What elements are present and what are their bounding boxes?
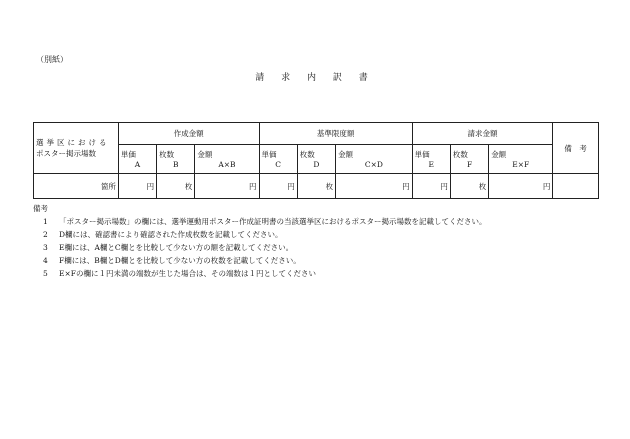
group-header-production: 作成金額 xyxy=(118,123,259,145)
table-header-row xyxy=(34,123,599,145)
cell-amount-exf: 円 xyxy=(489,174,553,199)
table-entry-row xyxy=(34,174,599,199)
document-title: 請 求 内 訳 書 xyxy=(255,73,375,83)
cell-remarks xyxy=(553,174,599,199)
note-item: 4 F欄には、B欄とD欄とを比較して少ない方の枚数を記載してください。 xyxy=(43,256,301,265)
district-label-line1: 選挙区における xyxy=(36,138,110,147)
subheader-quantity-d: 枚数 D xyxy=(297,145,335,174)
attachment-label: （別紙） xyxy=(36,55,68,64)
itemization-table xyxy=(33,122,599,199)
cell-quantity-d: 枚 xyxy=(297,174,335,199)
district-poster-count-header xyxy=(34,123,119,174)
group-header-claim: 請求金額 xyxy=(412,123,553,145)
subheader-quantity-f: 枚数 F xyxy=(450,145,488,174)
notes-heading: 備考 xyxy=(33,204,48,213)
cell-quantity-b: 枚 xyxy=(157,174,195,199)
cell-location-count: 箇所 xyxy=(34,174,119,199)
group-header-limit: 基準限度額 xyxy=(259,123,412,145)
subheader-quantity-b: 枚数 B xyxy=(157,145,195,174)
subheader-amount-exf: 金額 E×F xyxy=(489,145,553,174)
cell-unit-price-e: 円 xyxy=(412,174,450,199)
note-item: 3 E欄には、A欄とC欄とを比較して少ない方の額を記載してください。 xyxy=(43,243,294,252)
subheader-unit-price-c: 単価 C xyxy=(259,145,297,174)
cell-unit-price-a: 円 xyxy=(118,174,156,199)
subheader-unit-price-a: 単価 A xyxy=(118,145,156,174)
subheader-amount-axb: 金額 A×B xyxy=(195,145,259,174)
note-item: 5 E×Fの欄に１円未満の端数が生じた場合は、その端数は１円としてください xyxy=(43,269,316,278)
remarks-header: 備 考 xyxy=(553,123,599,174)
notes-section xyxy=(33,202,487,280)
cell-quantity-f: 枚 xyxy=(450,174,488,199)
note-item: 1 「ポスター掲示場数」の欄には、選挙運動用ポスター作成証明書の当該選挙区におけるポスター掲示場数を記載してください。 xyxy=(43,217,487,226)
district-label-line2: ポスター掲示場数 xyxy=(36,149,96,158)
cell-amount-cxd: 円 xyxy=(336,174,413,199)
subheader-unit-price-e: 単価 E xyxy=(412,145,450,174)
cell-unit-price-c: 円 xyxy=(259,174,297,199)
note-item: 2 D欄には、確認書により確認された作成枚数を記載してください。 xyxy=(43,230,283,239)
cell-amount-axb: 円 xyxy=(195,174,259,199)
subheader-amount-cxd: 金額 C×D xyxy=(336,145,413,174)
table-subheader-row xyxy=(34,145,599,174)
